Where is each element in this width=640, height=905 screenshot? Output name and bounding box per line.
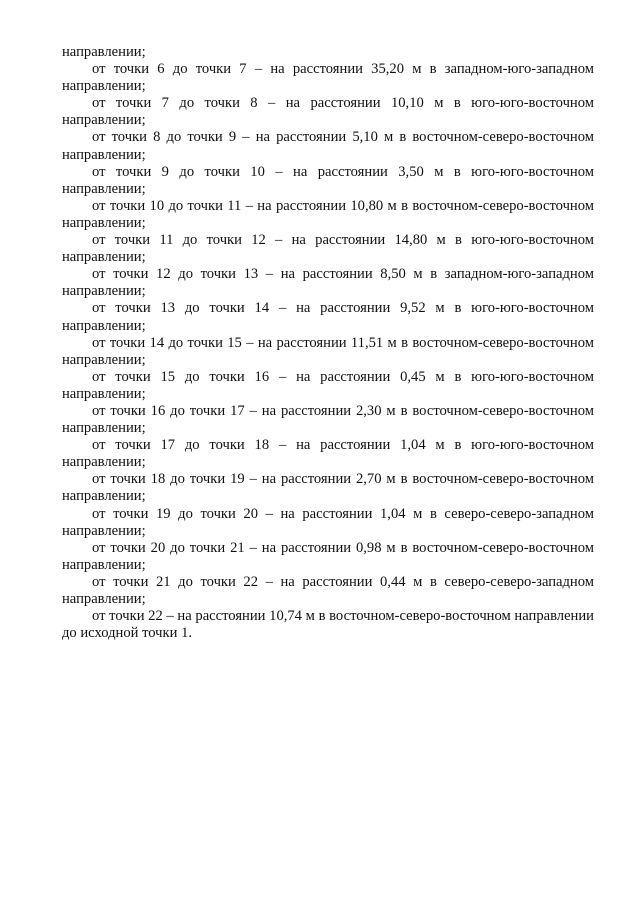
paragraph-segment-22-1: от точки 22 – на расстоянии 10,74 м в восточном-северо-восточном направлении до исходной точки 1. [62, 608, 594, 642]
paragraph-segment-6-7: от точки 6 до точки 7 – на расстоянии 35,20 м в западном-юго-западном направлении; [62, 61, 594, 95]
paragraph-segment-9-10: от точки 9 до точки 10 – на расстоянии 3,50 м в юго-юго-восточном направлении; [62, 163, 594, 197]
paragraph-segment-18-19: от точки 18 до точки 19 – на расстоянии 2,70 м в восточном-северо-восточном направлении; [62, 471, 594, 505]
paragraph-segment-21-22: от точки 21 до точки 22 – на расстоянии 0,44 м в северо-северо-западном направлении; [62, 573, 594, 607]
paragraph-segment-19-20: от точки 19 до точки 20 – на расстоянии 1,04 м в северо-северо-западном направлении; [62, 505, 594, 539]
paragraph-continuation: направлении; [62, 44, 146, 60]
paragraph-segment-16-17: от точки 16 до точки 17 – на расстоянии 2,30 м в восточном-северо-восточном направлении; [62, 402, 594, 437]
paragraph-segment-12-13: от точки 12 до точки 13 – на расстоянии 8,50 м в западном-юго-западном направлении; [62, 266, 594, 300]
paragraph-segment-15-16: от точки 15 до точки 16 – на расстоянии 0,45 м в юго-юго-восточном направлении; [62, 368, 594, 402]
document-body [62, 44, 594, 642]
paragraph-segment-10-11: от точки 10 до точки 11 – на расстоянии 10,80 м в восточном-северо-восточном направлении; [62, 197, 594, 231]
paragraph-segment-14-15: от точки 14 до точки 15 – на расстоянии 11,51 м в восточном-северо-восточном направлении; [62, 334, 594, 368]
paragraph-segment-20-21: от точки 20 до точки 21 – на расстоянии 0,98 м в восточном-северо-восточном направлении; [62, 539, 594, 573]
paragraph-segment-13-14: от точки 13 до точки 14 – на расстоянии 9,52 м в юго-юго-восточном направлении; [62, 300, 594, 334]
paragraph-segment-11-12: от точки 11 до точки 12 – на расстоянии 14,80 м в юго-юго-восточном направлении; [62, 232, 594, 266]
paragraph-segment-8-9: от точки 8 до точки 9 – на расстоянии 5,10 м в восточном-северо-восточном направлении; [62, 129, 594, 163]
paragraph-segment-7-8: от точки 7 до точки 8 – на расстоянии 10,10 м в юго-юго-восточном направлении; [62, 95, 594, 129]
paragraph-segment-17-18: от точки 17 до точки 18 – на расстоянии 1,04 м в юго-юго-восточном направлении; [62, 437, 594, 471]
